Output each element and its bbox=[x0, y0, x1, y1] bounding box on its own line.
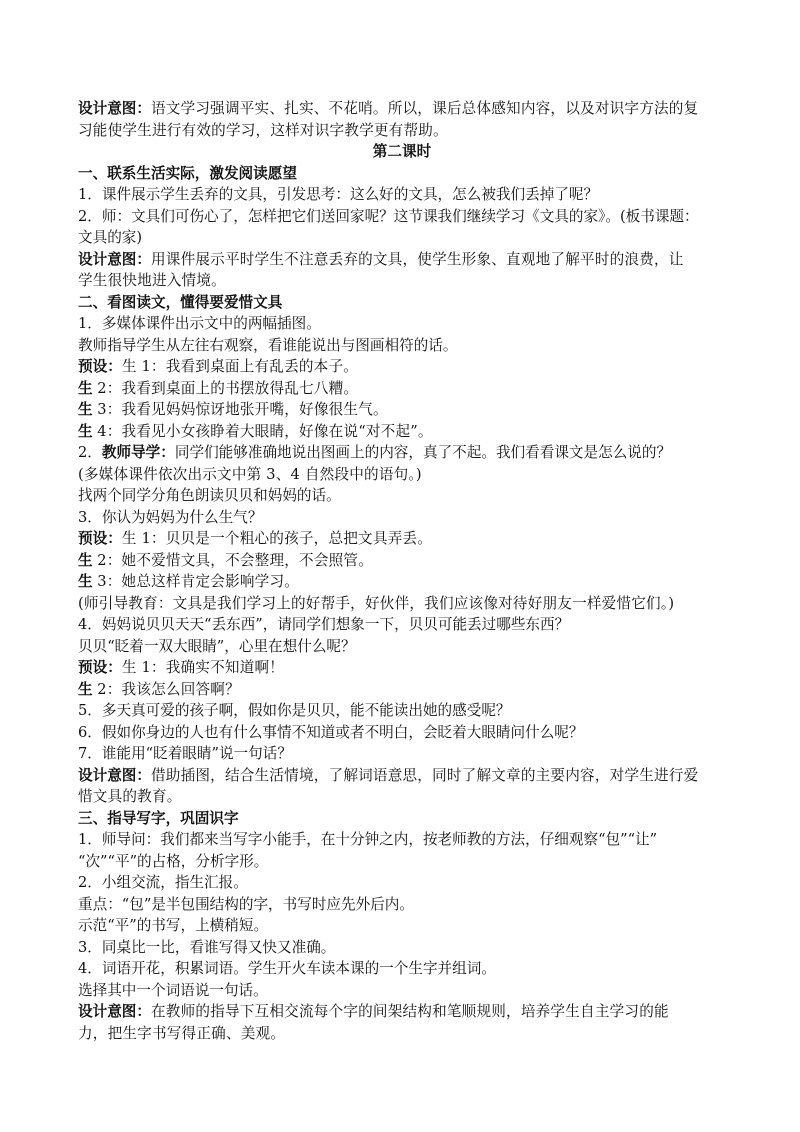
preset-line bbox=[78, 528, 726, 550]
section-heading: 三、指导写字，巩固识字 bbox=[78, 809, 239, 827]
line-text: 4：我看见小女孩睁着大眼睛，好像在说“对不起”。 bbox=[97, 422, 433, 440]
text-line: 1．多媒体课件出示文中的两幅插图。 bbox=[78, 315, 321, 332]
label-colon: ： bbox=[136, 100, 151, 117]
teacher-guide-label: 教师导学 bbox=[101, 444, 161, 461]
text-line: 学生很快地进入情境。 bbox=[78, 272, 226, 289]
line-text: 3：她总这样肯定会影响学习。 bbox=[97, 573, 300, 590]
text-line: 力，把生字书写得正确、美观。 bbox=[78, 1024, 286, 1042]
text-line: 找两个同学分角色朗读贝贝和妈妈的话。 bbox=[78, 487, 341, 504]
student-line bbox=[78, 378, 726, 400]
text-line: 示范“平”的书写，上横稍短。 bbox=[78, 917, 269, 934]
line-text: 2：她不爱惜文具，不会整理，不会照管。 bbox=[97, 551, 374, 569]
label-colon: ： bbox=[136, 1003, 151, 1020]
text-line: (多媒体课件依次出示文中第 3、4 自然段中的语句。) bbox=[78, 465, 422, 483]
preset-line bbox=[78, 356, 726, 378]
text-line: 贝贝“眨着一双大眼睛”，心里在想什么呢？ bbox=[78, 637, 356, 655]
text-line: (师引导教育：文具是我们学习上的好帮手，好伙伴，我们应该像对待好朋友一样爱惜它们。) bbox=[78, 594, 675, 612]
student-line bbox=[78, 550, 726, 572]
student-label: 生 bbox=[78, 422, 93, 440]
student-line bbox=[78, 421, 726, 443]
label-colon: ： bbox=[136, 250, 151, 268]
line-text: 3：我看见妈妈惊讶地张开嘴，好像很生气。 bbox=[97, 401, 388, 418]
text-line: 1．课件展示学生丢弃的文具，引发思考：这么好的文具，怎么被我们丢掉了呢？ bbox=[78, 186, 599, 203]
text-line: 惜文具的教育。 bbox=[78, 788, 182, 805]
text-line: 2．小组交流，指生汇报。 bbox=[78, 874, 248, 891]
student-label: 生 bbox=[78, 401, 93, 418]
text-line: 4．妈妈说贝贝天天“丢东西”，请同学们想象一下，贝贝可能丢过哪些东西？ bbox=[78, 616, 570, 633]
section-heading: 二、看图读文，懂得要爱惜文具 bbox=[78, 293, 283, 311]
preset-label: 预设 bbox=[78, 659, 108, 676]
lesson-title: 第二课时 bbox=[372, 143, 432, 160]
label-colon: ： bbox=[160, 444, 175, 461]
student-label: 生 bbox=[78, 551, 93, 569]
label-colon: ： bbox=[107, 530, 122, 547]
label-colon: ： bbox=[136, 766, 151, 784]
label-colon: ： bbox=[107, 358, 122, 375]
student-label: 生 bbox=[78, 573, 93, 590]
section-heading: 一、联系生活实际，激发阅读愿望 bbox=[78, 164, 297, 182]
preset-label: 预设 bbox=[78, 358, 108, 375]
student-label: 生 bbox=[78, 680, 93, 698]
text-line: 重点：“包”是半包围结构的字，书写时应先外后内。 bbox=[78, 895, 414, 913]
design-intent-label: 设计意图 bbox=[78, 100, 137, 117]
text-line: 6．假如你身边的人也有什么事情不知道或者不明白，会眨着大眼睛问什么呢？ bbox=[78, 723, 584, 741]
text-line: 5．多天真可爱的孩子啊，假如你是贝贝，能不能读出她的感受呢？ bbox=[78, 702, 511, 719]
text-line: 文具的家) bbox=[78, 229, 143, 246]
student-line bbox=[78, 679, 726, 701]
student-line bbox=[78, 399, 726, 421]
student-label: 生 bbox=[78, 379, 93, 397]
teacher-guide-line bbox=[78, 442, 726, 464]
text-line: 2．师：文具们可伤心了，怎样把它们送回家呢？这节课我们继续学习《文具的家》。(板书课题： bbox=[78, 207, 699, 225]
line-text: 生 1：我看到桌面上有乱丢的本子。 bbox=[121, 358, 359, 375]
line-text: 2：我看到桌面上的书摆放得乱七八糟。 bbox=[97, 379, 359, 397]
line-text: 用课件展示平时学生不注意丢弃的文具，使学生形象、直观地了解平时的浪费，让 bbox=[151, 250, 684, 268]
label-colon: ： bbox=[107, 659, 122, 676]
line-text: 同学们能够准确地说出图画上的内容，真了不起。我们看看课文是怎么说的？ bbox=[174, 444, 672, 461]
design-intent-label: 设计意图 bbox=[78, 766, 137, 784]
design-intent-line bbox=[78, 98, 726, 120]
text-line: “次”“平”的占格，分析字形。 bbox=[78, 852, 269, 870]
line-text: 语文学习强调平实、扎实、不花哨。所以，课后总体感知内容，以及对识字方法的复 bbox=[151, 100, 699, 117]
text-line: 教师指导学生从左往右观察，看谁能说出与图画相符的话。 bbox=[78, 336, 458, 354]
text-line: 3．同桌比一比，看谁写得又快又准确。 bbox=[78, 938, 336, 956]
design-intent-label: 设计意图 bbox=[78, 250, 137, 268]
document-body bbox=[78, 98, 726, 1044]
student-line bbox=[78, 571, 726, 593]
text-line: 3．你认为妈妈为什么生气？ bbox=[78, 508, 263, 526]
text-line: 1．师导问：我们都来当写字小能手，在十分钟之内，按老师教的方法，仔细观察“包”“让” bbox=[78, 831, 658, 848]
design-intent-line bbox=[78, 1001, 726, 1023]
item-number: 2． bbox=[78, 444, 102, 461]
design-intent-line bbox=[78, 765, 726, 787]
line-text: 2：我该怎么回答啊？ bbox=[97, 680, 240, 698]
line-text: 生 1：贝贝是一个粗心的孩子，总把文具弄丢。 bbox=[121, 530, 433, 547]
design-intent-line bbox=[78, 249, 726, 271]
text-line: 习能使学生进行有效的学习，这样对识字教学更有帮助。 bbox=[78, 121, 448, 139]
text-line: 4．词语开花，积累词语。学生开火车读本课的一个生字并组词。 bbox=[78, 960, 496, 977]
design-intent-label: 设计意图 bbox=[78, 1003, 137, 1020]
line-text: 在教师的指导下互相交流每个字的间架结构和笔顺规则，培养学生自主学习的能 bbox=[151, 1003, 669, 1020]
text-line: 选择其中一个词语说一句话。 bbox=[78, 981, 268, 999]
text-line: 7．谁能用“眨着眼睛”说一句话？ bbox=[78, 745, 292, 762]
preset-line bbox=[78, 657, 726, 679]
line-text: 借助插图，结合生活情境，了解词语意思，同时了解文章的主要内容，对学生进行爱 bbox=[151, 766, 699, 784]
line-text: 生 1：我确实不知道啊！ bbox=[121, 659, 285, 676]
preset-label: 预设 bbox=[78, 530, 108, 547]
